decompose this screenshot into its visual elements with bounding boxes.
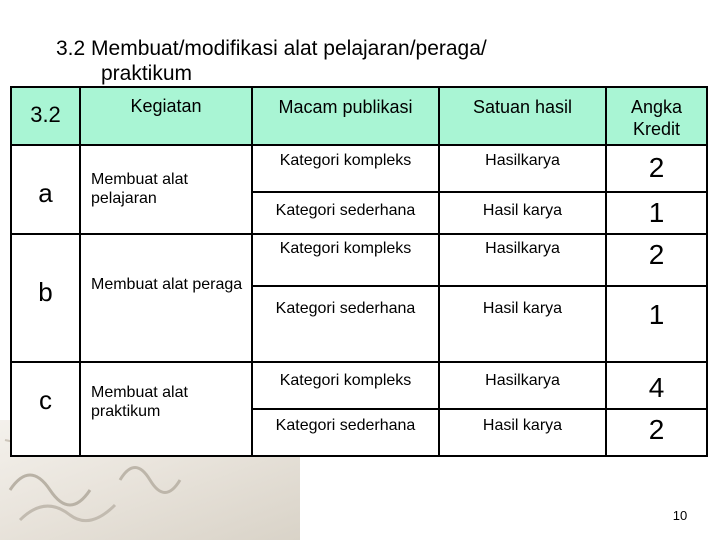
slide-title	[56, 36, 656, 86]
angka-kredit-cell: 2	[606, 145, 707, 192]
satuan-cell: Hasilkarya	[439, 234, 606, 286]
macam-cell: Kategori sederhana	[252, 192, 439, 234]
table-row	[11, 362, 707, 409]
macam-cell: Kategori kompleks	[252, 234, 439, 286]
angka-kredit-cell: 1	[606, 192, 707, 234]
satuan-cell: Hasil karya	[439, 409, 606, 456]
kegiatan-alat-pelajaran: Membuat alat pelajaran	[80, 145, 252, 234]
table-row	[11, 234, 707, 286]
angka-kredit-cell: 2	[606, 409, 707, 456]
macam-cell: Kategori kompleks	[252, 145, 439, 192]
satuan-cell: Hasilkarya	[439, 362, 606, 409]
macam-cell: Kategori sederhana	[252, 409, 439, 456]
satuan-cell: Hasil karya	[439, 192, 606, 234]
page-number: 10	[672, 508, 688, 523]
header-macam-publikasi: Macam publikasi	[252, 87, 439, 145]
slide-title-line-2: praktikum	[101, 62, 193, 85]
group-letter-a: a	[11, 145, 80, 234]
group-letter-c: c	[11, 362, 80, 456]
macam-cell: Kategori sederhana	[252, 286, 439, 362]
angka-kredit-cell: 4	[606, 362, 707, 409]
header-row	[11, 87, 707, 145]
macam-cell: Kategori kompleks	[252, 362, 439, 409]
header-number: 3.2	[11, 87, 80, 145]
kegiatan-alat-praktikum: Membuat alat praktikum	[80, 362, 252, 456]
slide-title-line-1: 3.2 Membuat/modifikasi alat pelajaran/peraga/	[56, 37, 487, 60]
header-satuan-hasil: Satuan hasil	[439, 87, 606, 145]
satuan-cell: Hasilkarya	[439, 145, 606, 192]
satuan-cell: Hasil karya	[439, 286, 606, 362]
header-angka-kredit: Angka Kredit	[606, 87, 707, 145]
table-row	[11, 145, 707, 192]
angka-kredit-cell: 2	[606, 234, 707, 286]
group-letter-b: b	[11, 234, 80, 362]
credit-table	[10, 86, 708, 457]
angka-kredit-cell: 1	[606, 286, 707, 362]
kegiatan-alat-peraga: Membuat alat peraga	[80, 234, 252, 362]
header-kegiatan: Kegiatan	[80, 87, 252, 145]
